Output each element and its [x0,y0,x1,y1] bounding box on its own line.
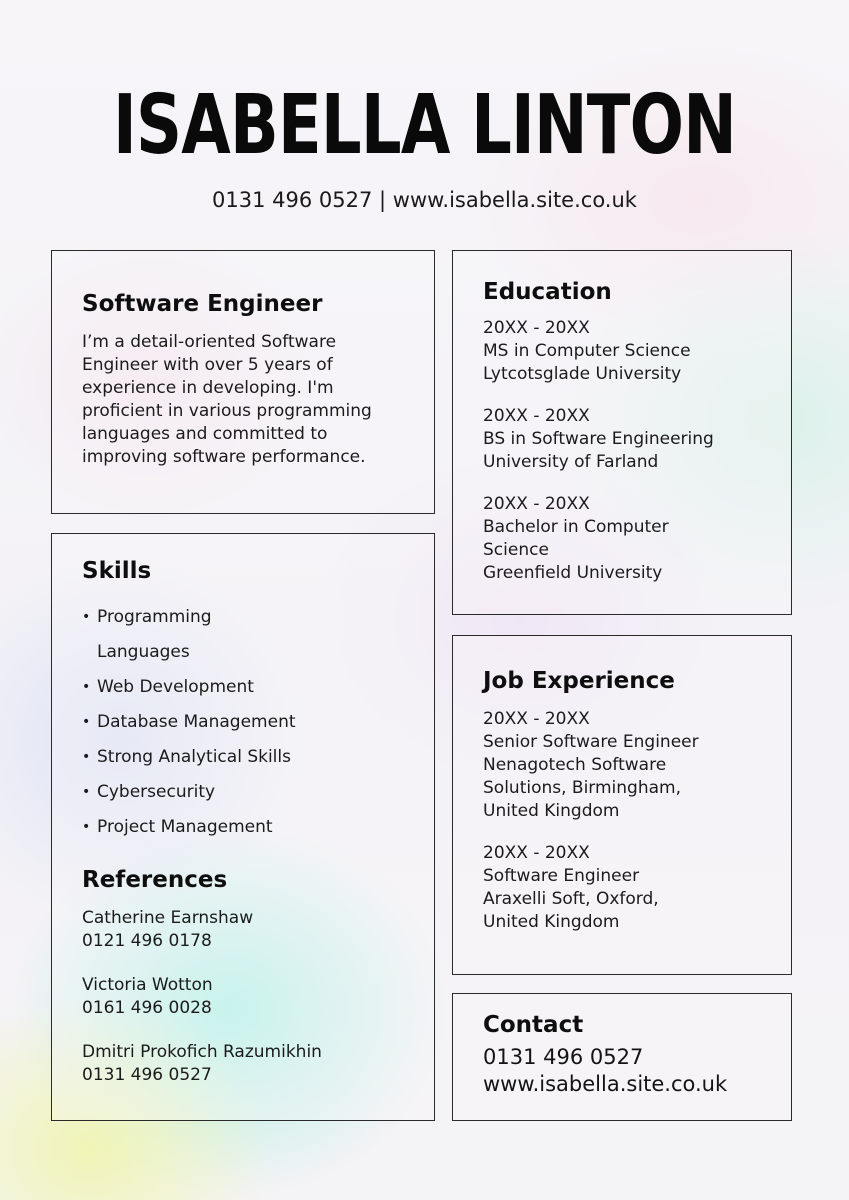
skills-section [51,533,435,1121]
skills-title: Skills [82,558,152,584]
job-years: 20XX - 20XX [483,843,590,863]
references-title: References [82,867,228,893]
skill-item: • Database Management [82,705,414,740]
job-experience-title: Job Experience [483,668,675,694]
education-school: University of Farland [483,452,659,472]
reference-item [82,1041,414,1087]
education-years: 20XX - 20XX [483,318,590,338]
header-contact-line: 0131 496 0527 | www.isabella.site.co.uk [212,188,637,212]
job-entry [483,842,775,934]
job-role: Senior Software Engineer [483,732,699,752]
education-section [452,250,792,615]
education-school: Greenfield University [483,563,663,583]
summary-section [51,250,435,514]
reference-item [82,907,414,953]
education-entry [483,317,775,386]
education-entry [483,405,775,474]
job-company: Araxelli Soft, Oxford, United Kingdom [483,889,659,932]
summary-text: I’m a detail-oriented Software Engineer with over 5 years of experience in developing. I'm proficient in various programming languages and committed to improving software performance. [82,332,372,467]
reference-phone: 0161 496 0028 [82,998,212,1018]
summary-title: Software Engineer [82,291,323,317]
education-school: Lytcotsglade University [483,364,682,384]
education-years: 20XX - 20XX [483,406,590,426]
bullet-icon: • [82,784,91,800]
contact-title: Contact [483,1012,584,1038]
education-entry [483,493,775,585]
job-company: Nenagotech Software Solutions, Birmingham, United Kingdom [483,755,681,821]
reference-phone: 0121 496 0178 [82,931,212,951]
contact-website[interactable]: www.isabella.site.co.uk [483,1072,728,1096]
education-degree: Bachelor in Computer Science [483,517,669,560]
job-entry [483,708,775,823]
education-years: 20XX - 20XX [483,494,590,514]
bullet-icon: • [82,819,91,835]
education-degree: MS in Computer Science [483,341,691,361]
job-role: Software Engineer [483,866,640,886]
job-experience-section [452,635,792,975]
contact-phone: 0131 496 0527 [483,1045,644,1069]
contact-section [452,993,792,1121]
skill-item: • Programming Languages [82,600,414,670]
skill-item: • Strong Analytical Skills [82,740,414,775]
job-years: 20XX - 20XX [483,709,590,729]
education-degree: BS in Software Engineering [483,429,714,449]
skill-item: • Project Management [82,810,414,845]
reference-item [82,974,414,1020]
skills-list [82,600,414,845]
reference-phone: 0131 496 0527 [82,1065,212,1085]
bullet-icon: • [82,609,91,625]
reference-name: Victoria Wotton [82,975,213,995]
education-title: Education [483,279,612,305]
bullet-icon: • [82,679,91,695]
reference-name: Catherine Earnshaw [82,908,254,928]
skill-item: • Cybersecurity [82,775,414,810]
reference-name: Dmitri Prokofich Razumikhin [82,1042,322,1062]
skill-item: • Web Development [82,670,414,705]
resume-name: ISABELLA LINTON [112,78,737,173]
bullet-icon: • [82,714,91,730]
bullet-icon: • [82,749,91,765]
